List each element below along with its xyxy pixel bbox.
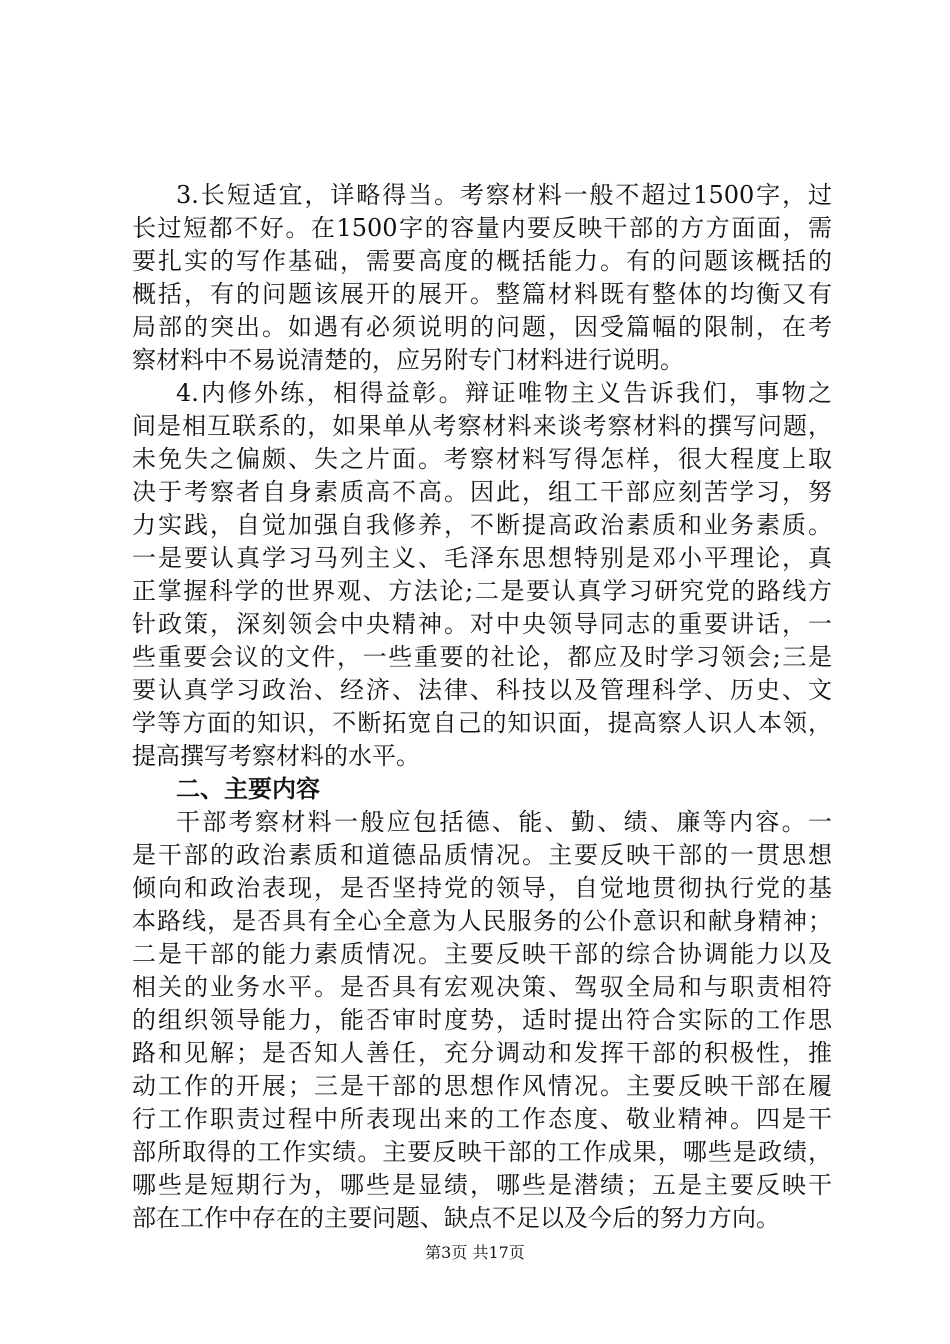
text-line: 倾向和政治表现，是否坚持党的领导，自觉地贯彻执行党的基	[132, 874, 832, 902]
text-line: 一是要认真学习马列主义、毛泽东思想特别是邓小平理论，真	[132, 544, 832, 572]
text-line: 些重要会议的文件，一些重要的社论，都应及时学习领会;三是	[132, 643, 832, 671]
text-line: 部在工作中存在的主要问题、缺点不足以及今后的努力方向。	[132, 1204, 780, 1232]
text-line: 概括，有的问题该展开的展开。整篇材料既有整体的均衡又有	[132, 280, 832, 308]
text-line: 察材料中不易说清楚的，应另附专门材料进行说明。	[132, 346, 684, 374]
text-line: 4.内修外练，相得益彰。辩证唯物主义告诉我们，事物之	[176, 379, 832, 407]
text-line: 本路线，是否具有全心全意为人民服务的公仆意识和献身精神；	[132, 907, 832, 935]
text-line: 哪些是短期行为，哪些是显绩，哪些是潜绩；五是主要反映干	[132, 1171, 832, 1199]
text-line: 要扎实的写作基础，需要高度的概括能力。有的问题该概括的	[132, 247, 832, 275]
text-line: 长过短都不好。在1500字的容量内要反映干部的方方面面，需	[132, 214, 832, 242]
text-line: 的组织领导能力，能否审时度势，适时提出符合实际的工作思	[132, 1006, 832, 1034]
text-line: 决于考察者自身素质高不高。因此，组工干部应刻苦学习，努	[132, 478, 832, 506]
text-line: 3.长短适宜，详略得当。考察材料一般不超过1500字，过	[176, 181, 832, 209]
text-line: 动工作的开展；三是干部的思想作风情况。主要反映干部在履	[132, 1072, 832, 1100]
text-line: 要认真学习政治、经济、法律、科技以及管理科学、历史、文	[132, 676, 832, 704]
text-line: 针政策，深刻领会中央精神。对中央领导同志的重要讲话，一	[132, 610, 832, 638]
text-line: 学等方面的知识，不断拓宽自己的知识面，提高察人识人本领，	[132, 709, 832, 737]
text-line: 二是干部的能力素质情况。主要反映干部的综合协调能力以及	[132, 940, 832, 968]
text-line: 是干部的政治素质和道德品质情况。主要反映干部的一贯思想	[132, 841, 832, 869]
text-line: 力实践，自觉加强自我修养，不断提高政治素质和业务素质。	[132, 511, 832, 539]
text-line: 干部考察材料一般应包括德、能、勤、绩、廉等内容。一	[176, 808, 832, 836]
text-line: 路和见解；是否知人善任，充分调动和发挥干部的积极性，推	[132, 1039, 832, 1067]
text-line: 部所取得的工作实绩。主要反映干部的工作成果，哪些是政绩，	[132, 1138, 832, 1166]
text-line: 间是相互联系的，如果单从考察材料来谈考察材料的撰写问题，	[132, 412, 832, 440]
text-line: 局部的突出。如遇有必须说明的问题，因受篇幅的限制，在考	[132, 313, 832, 341]
text-line: 正掌握科学的世界观、方法论;二是要认真学习研究党的路线方	[132, 577, 832, 605]
page-number-footer: 第3页 共17页	[425, 1243, 525, 1262]
text-line: 行工作职责过程中所表现出来的工作态度、敬业精神。四是干	[132, 1105, 832, 1133]
section-heading: 二、主要内容	[176, 775, 320, 803]
text-line: 未免失之偏颇、失之片面。考察材料写得怎样，很大程度上取	[132, 445, 832, 473]
text-line: 提高撰写考察材料的水平。	[132, 742, 420, 770]
text-line: 相关的业务水平。是否具有宏观决策、驾驭全局和与职责相符	[132, 973, 832, 1001]
